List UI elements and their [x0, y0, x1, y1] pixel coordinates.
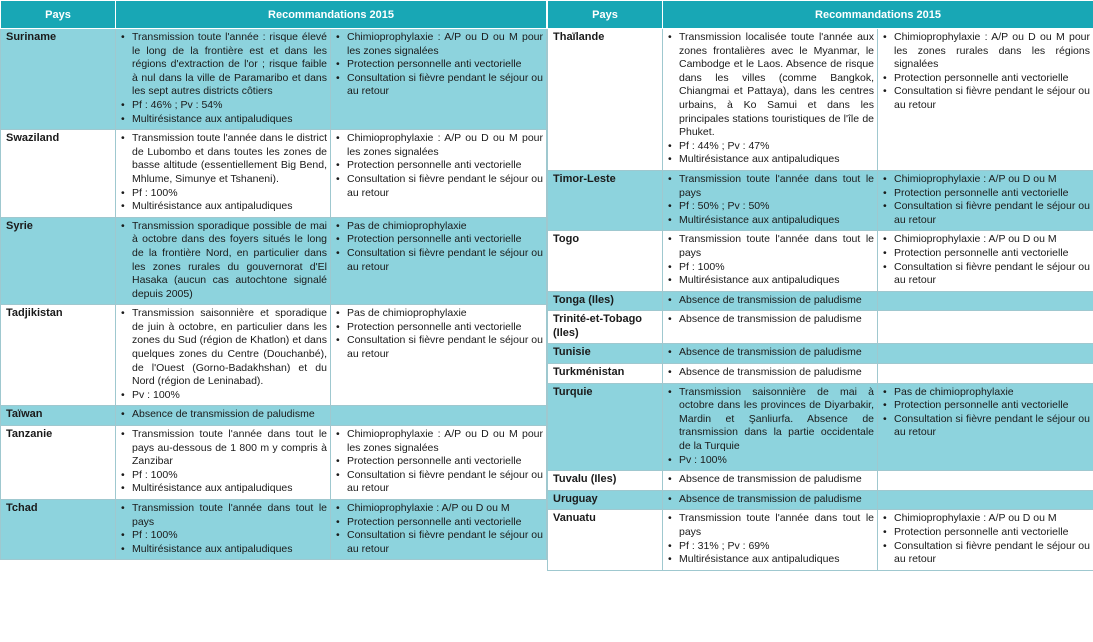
prevention-item: • Protection personnelle anti vectorielle	[334, 516, 543, 530]
transmission-cell	[116, 406, 331, 426]
prevention-item: • Pas de chimioprophylaxie	[334, 220, 543, 234]
prevention-item: • Consultation si fièvre pendant le séjour ou au retour	[334, 247, 543, 274]
transmission-item: • Pf : 100%	[119, 469, 327, 483]
country-name: Tunisie	[548, 344, 663, 364]
transmission-list	[666, 512, 874, 566]
table-row	[548, 291, 1093, 311]
prevention-cell	[331, 217, 547, 305]
transmission-cell	[116, 217, 331, 305]
transmission-item: • Pf : 100%	[119, 529, 327, 543]
transmission-cell	[116, 305, 331, 406]
prevention-item: • Consultation si fièvre pendant le séjour ou au retour	[881, 85, 1090, 112]
transmission-item: • Transmission toute l'année dans tout le pays au-dessous de 1 800 m y compris à Zanzibar	[119, 428, 327, 469]
transmission-list	[666, 493, 874, 507]
transmission-item: • Transmission sporadique possible de mai à octobre dans des foyers situés le long de la frontière Nord, en particulier dans les zones rurales du gouvernorat d'El Hasaka (aucun cas autochtone signalé depuis 2005)	[119, 220, 327, 302]
header-row	[548, 1, 1093, 29]
transmission-list	[666, 294, 874, 308]
header-country: Pays	[548, 1, 663, 29]
prevention-item: • Consultation si fièvre pendant le séjour ou au retour	[881, 261, 1090, 288]
country-name: Togo	[548, 231, 663, 291]
prevention-list	[334, 132, 543, 200]
prevention-list	[881, 386, 1090, 440]
transmission-list	[666, 173, 874, 227]
country-name: Tadjikistan	[1, 305, 116, 406]
transmission-item: • Transmission toute l'année dans tout le pays	[666, 512, 874, 539]
prevention-cell	[878, 490, 1093, 510]
transmission-item: • Pf : 100%	[666, 261, 874, 275]
country-name: Turquie	[548, 383, 663, 471]
prevention-item: • Protection personnelle anti vectorielle	[881, 247, 1090, 261]
malaria-table-right	[547, 0, 1093, 571]
country-name: Tuvalu (Iles)	[548, 471, 663, 491]
transmission-item: • Multirésistance aux antipaludiques	[666, 553, 874, 567]
table-row	[548, 471, 1093, 491]
transmission-item: • Absence de transmission de paludisme	[666, 313, 874, 327]
table-row	[1, 305, 547, 406]
transmission-list	[666, 386, 874, 468]
transmission-cell	[663, 291, 878, 311]
prevention-item: • Consultation si fièvre pendant le séjour ou au retour	[881, 413, 1090, 440]
prevention-cell	[878, 510, 1093, 570]
country-name: Tanzanie	[1, 426, 116, 500]
transmission-cell	[663, 311, 878, 344]
prevention-cell	[331, 426, 547, 500]
table-body-left	[1, 29, 547, 560]
prevention-cell	[331, 130, 547, 218]
transmission-item: • Multirésistance aux antipaludiques	[666, 214, 874, 228]
prevention-item: • Protection personnelle anti vectorielle	[334, 159, 543, 173]
prevention-item: • Consultation si fièvre pendant le séjour ou au retour	[334, 334, 543, 361]
prevention-item: • Protection personnelle anti vectorielle	[334, 233, 543, 247]
transmission-cell	[116, 29, 331, 130]
prevention-item: • Chimioprophylaxie : A/P ou D ou M pour les zones signalées	[334, 428, 543, 455]
right-table-panel	[547, 0, 1093, 571]
transmission-cell	[663, 231, 878, 291]
prevention-item: • Consultation si fièvre pendant le séjour ou au retour	[334, 173, 543, 200]
transmission-cell	[663, 344, 878, 364]
country-name: Uruguay	[548, 490, 663, 510]
table-row	[548, 231, 1093, 291]
country-name: Tonga (Iles)	[548, 291, 663, 311]
prevention-item: • Consultation si fièvre pendant le séjour ou au retour	[881, 200, 1090, 227]
prevention-item: • Consultation si fièvre pendant le séjour ou au retour	[334, 529, 543, 556]
country-name: Vanuatu	[548, 510, 663, 570]
prevention-list	[334, 307, 543, 361]
transmission-item: • Transmission toute l'année dans tout le pays	[666, 173, 874, 200]
transmission-item: • Pv : 100%	[119, 389, 327, 403]
table-row	[548, 29, 1093, 171]
prevention-item: • Chimioprophylaxie : A/P ou D ou M pour les zones rurales dans les régions signalées	[881, 31, 1090, 72]
table-row	[548, 490, 1093, 510]
transmission-item: • Absence de transmission de paludisme	[666, 294, 874, 308]
transmission-list	[666, 31, 874, 167]
transmission-item: • Transmission saisonnière de mai à octobre dans les provinces de Diyarbakir, Mardin et Şanliurfa. Absence de transmission dans la partie occidentale de la Turquie	[666, 386, 874, 454]
prevention-cell	[878, 344, 1093, 364]
transmission-list	[666, 473, 874, 487]
prevention-item: • Consultation si fièvre pendant le séjour ou au retour	[334, 72, 543, 99]
transmission-list	[119, 408, 327, 422]
transmission-item: • Transmission toute l'année dans tout le pays	[666, 233, 874, 260]
prevention-cell	[878, 29, 1093, 171]
country-name: Thaïlande	[548, 29, 663, 171]
table-row	[548, 170, 1093, 230]
prevention-item: • Chimioprophylaxie : A/P ou D ou M	[881, 173, 1090, 187]
prevention-item: • Chimioprophylaxie : A/P ou D ou M	[881, 233, 1090, 247]
transmission-list	[666, 233, 874, 287]
prevention-item: • Chimioprophylaxie : A/P ou D ou M pour les zones signalées	[334, 132, 543, 159]
country-name: Taïwan	[1, 406, 116, 426]
transmission-item: • Absence de transmission de paludisme	[666, 366, 874, 380]
prevention-cell	[878, 170, 1093, 230]
transmission-item: • Multirésistance aux antipaludiques	[119, 200, 327, 214]
prevention-list	[334, 31, 543, 99]
prevention-list	[881, 233, 1090, 287]
transmission-list	[666, 313, 874, 327]
table-row	[548, 311, 1093, 344]
country-name: Turkménistan	[548, 364, 663, 384]
transmission-item: • Multirésistance aux antipaludiques	[119, 543, 327, 557]
country-name: Swaziland	[1, 130, 116, 218]
prevention-item: • Consultation si fièvre pendant le séjour ou au retour	[881, 540, 1090, 567]
transmission-item: • Transmission toute l'année dans le district de Lubombo et dans toutes les zones de basse altitude (essentiellement Big Bend, Mhlume, Simunye et Tshaneni).	[119, 132, 327, 186]
prevention-list	[334, 220, 543, 274]
prevention-cell	[878, 383, 1093, 471]
table-row	[1, 426, 547, 500]
transmission-item: • Pf : 100%	[119, 187, 327, 201]
table-row	[1, 406, 547, 426]
transmission-item: • Transmission saisonnière et sporadique de juin à octobre, en particulier dans les zones du Sud (région de Khatlon) et dans quelques zones du Centre (Douchanbé), de l'Ouest (Gorno-Badakhshan) et du Nord (région de Leninabad).	[119, 307, 327, 389]
transmission-list	[119, 307, 327, 402]
country-name: Suriname	[1, 29, 116, 130]
table-row	[548, 344, 1093, 364]
table-row	[1, 500, 547, 560]
header-recommendations: Recommandations 2015	[663, 1, 1093, 29]
prevention-item: • Protection personnelle anti vectorielle	[881, 187, 1090, 201]
prevention-list	[881, 31, 1090, 113]
transmission-cell	[116, 130, 331, 218]
prevention-item: • Protection personnelle anti vectorielle	[334, 455, 543, 469]
prevention-cell	[878, 311, 1093, 344]
country-name: Tchad	[1, 500, 116, 560]
transmission-list	[666, 366, 874, 380]
transmission-item: • Pf : 31% ; Pv : 69%	[666, 540, 874, 554]
header-country: Pays	[1, 1, 116, 29]
transmission-cell	[663, 490, 878, 510]
prevention-item: • Protection personnelle anti vectorielle	[334, 58, 543, 72]
transmission-item: • Pf : 44% ; Pv : 47%	[666, 140, 874, 154]
prevention-item: • Protection personnelle anti vectorielle	[881, 526, 1090, 540]
transmission-item: • Multirésistance aux antipaludiques	[666, 153, 874, 167]
transmission-item: • Pf : 50% ; Pv : 50%	[666, 200, 874, 214]
table-row	[548, 383, 1093, 471]
transmission-list	[119, 428, 327, 496]
table-row	[548, 510, 1093, 570]
prevention-list	[334, 428, 543, 496]
table-row	[1, 217, 547, 305]
left-table-panel	[0, 0, 546, 560]
prevention-list	[881, 173, 1090, 227]
transmission-cell	[116, 500, 331, 560]
transmission-cell	[663, 510, 878, 570]
table-row	[1, 29, 547, 130]
country-name: Timor-Leste	[548, 170, 663, 230]
table-row	[1, 130, 547, 218]
transmission-item: • Absence de transmission de paludisme	[666, 493, 874, 507]
transmission-cell	[116, 426, 331, 500]
prevention-cell	[878, 364, 1093, 384]
prevention-item: • Consultation si fièvre pendant le séjour ou au retour	[334, 469, 543, 496]
prevention-cell	[878, 471, 1093, 491]
transmission-item: • Transmission toute l'année : risque élevé le long de la frontière est et dans les régions d'extraction de l'or ; risque faible à nul dans la ville de Paramaribo et dans les sept autres districts côtiers	[119, 31, 327, 99]
prevention-list	[334, 502, 543, 556]
prevention-item: • Chimioprophylaxie : A/P ou D ou M	[881, 512, 1090, 526]
prevention-item: • Protection personnelle anti vectorielle	[334, 321, 543, 335]
transmission-item: • Transmission toute l'année dans tout le pays	[119, 502, 327, 529]
prevention-cell	[878, 231, 1093, 291]
prevention-item: • Pas de chimioprophylaxie	[881, 386, 1090, 400]
table-body-right	[548, 29, 1093, 571]
prevention-item: • Protection personnelle anti vectorielle	[881, 72, 1090, 86]
transmission-cell	[663, 29, 878, 171]
table-row	[548, 364, 1093, 384]
prevention-cell	[331, 29, 547, 130]
transmission-item: • Multirésistance aux antipaludiques	[119, 113, 327, 127]
transmission-cell	[663, 170, 878, 230]
transmission-cell	[663, 383, 878, 471]
transmission-cell	[663, 364, 878, 384]
transmission-list	[119, 220, 327, 302]
prevention-item: • Chimioprophylaxie : A/P ou D ou M	[334, 502, 543, 516]
transmission-item: • Absence de transmission de paludisme	[666, 473, 874, 487]
prevention-list	[881, 512, 1090, 566]
prevention-cell	[331, 500, 547, 560]
country-name: Trinité-et-Tobago (Iles)	[548, 311, 663, 344]
prevention-cell	[331, 305, 547, 406]
malaria-table-left	[0, 0, 547, 560]
country-name: Syrie	[1, 217, 116, 305]
prevention-cell	[331, 406, 547, 426]
transmission-item: • Pf : 46% ; Pv : 54%	[119, 99, 327, 113]
transmission-item: • Pv : 100%	[666, 454, 874, 468]
transmission-list	[666, 346, 874, 360]
header-recommendations: Recommandations 2015	[116, 1, 547, 29]
transmission-list	[119, 502, 327, 556]
transmission-item: • Multirésistance aux antipaludiques	[119, 482, 327, 496]
transmission-list	[119, 132, 327, 214]
transmission-item: • Absence de transmission de paludisme	[119, 408, 327, 422]
transmission-list	[119, 31, 327, 126]
prevention-item: • Protection personnelle anti vectorielle	[881, 399, 1090, 413]
prevention-item: • Chimioprophylaxie : A/P ou D ou M pour les zones signalées	[334, 31, 543, 58]
prevention-cell	[878, 291, 1093, 311]
transmission-item: • Transmission localisée toute l'année aux zones frontalières avec le Myanmar, le Cambodge et le Laos. Absence de risque dans les villes (comme Bangkok, Chiangmai et Pattaya), dans les centres urbains, à Ko Samui et dans les principales stations touristiques de l'île de Phuket.	[666, 31, 874, 140]
transmission-item: • Multirésistance aux antipaludiques	[666, 274, 874, 288]
transmission-cell	[663, 471, 878, 491]
transmission-item: • Absence de transmission de paludisme	[666, 346, 874, 360]
header-row	[1, 1, 547, 29]
prevention-item: • Pas de chimioprophylaxie	[334, 307, 543, 321]
